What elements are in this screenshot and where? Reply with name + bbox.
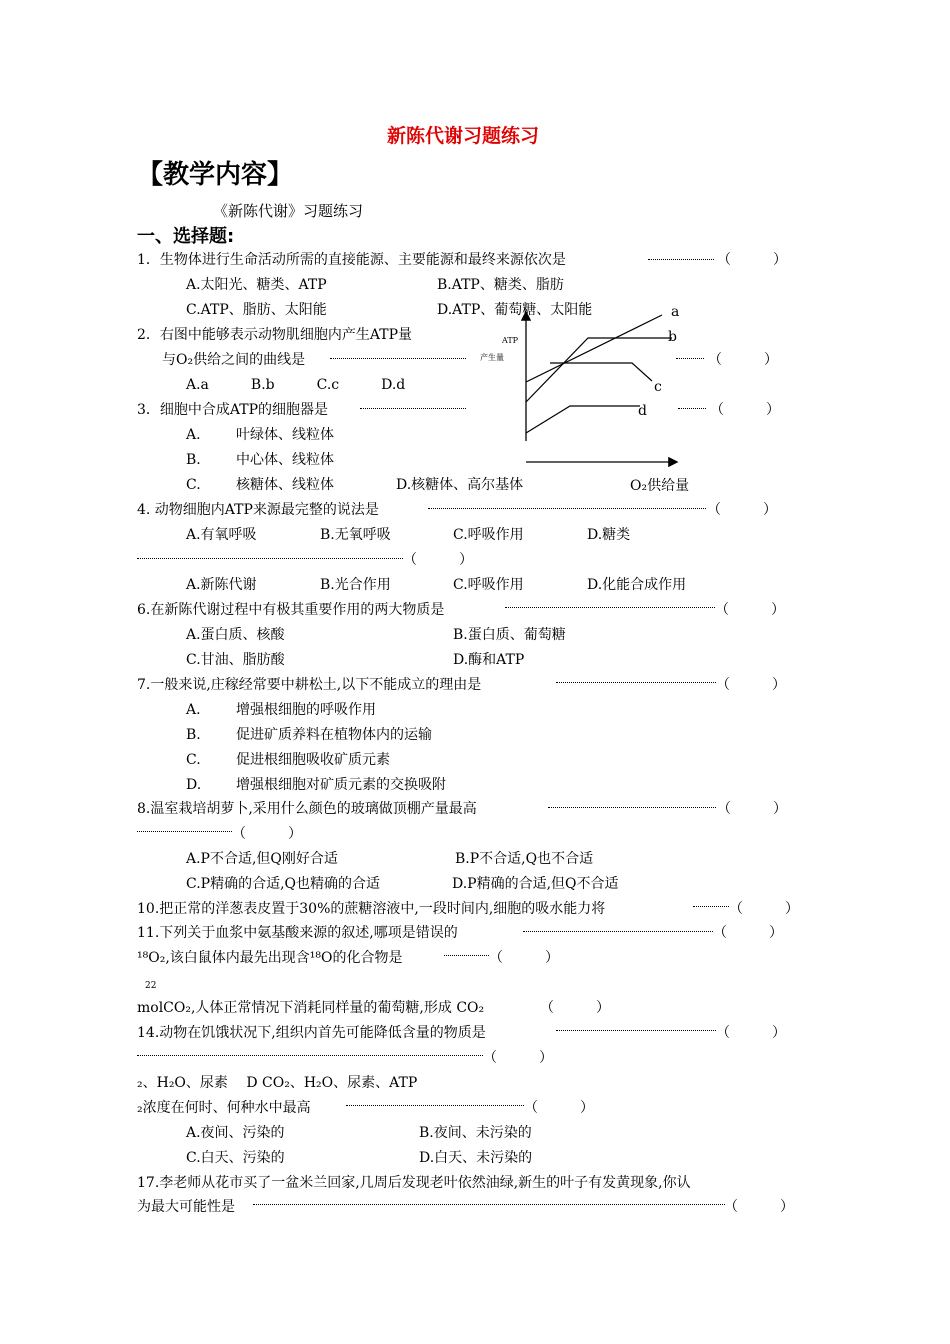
option-d: D.核糖体、高尔基体 bbox=[396, 477, 524, 493]
curve-d-label: d bbox=[638, 403, 647, 419]
option-d-letter: D. bbox=[186, 777, 202, 793]
dotted-leader bbox=[253, 1204, 725, 1205]
question-11: 11.下列关于血浆中氨基酸来源的叙述,哪项是错误的 bbox=[137, 925, 458, 941]
dotted-leader bbox=[556, 682, 716, 683]
dotted-leader bbox=[556, 1030, 716, 1031]
dotted-leader bbox=[330, 358, 466, 359]
atp-o2-graph bbox=[480, 305, 690, 495]
option-b: B.ATP、糖类、脂肪 bbox=[437, 277, 564, 293]
curve-c-label: c bbox=[654, 379, 662, 395]
dotted-leader bbox=[444, 955, 489, 956]
option-a: A.太阳光、糖类、ATP bbox=[186, 277, 327, 293]
answer-bracket: （ ） bbox=[483, 1050, 553, 1066]
option-c: 核糖体、线粒体 bbox=[236, 477, 334, 493]
text-fragment: 22 bbox=[145, 981, 157, 991]
option-c: C.呼吸作用 bbox=[453, 527, 524, 543]
option-a-letter: A. bbox=[186, 702, 201, 718]
dotted-leader bbox=[360, 408, 466, 409]
option-a: 增强根细胞的呼吸作用 bbox=[236, 702, 376, 718]
option-d: D.酶和ATP bbox=[453, 652, 525, 668]
answer-bracket: （ ） bbox=[708, 352, 778, 368]
curve-a-label: a bbox=[671, 304, 680, 320]
answer-bracket: （ ） bbox=[717, 801, 787, 817]
answer-bracket: （ ） bbox=[729, 901, 799, 917]
question-15-options: ₂、H₂O、尿素 D CO₂、H₂O、尿素、ATP bbox=[137, 1075, 418, 1091]
dotted-leader bbox=[523, 931, 713, 932]
answer-bracket: （ ） bbox=[540, 1000, 610, 1016]
option-d: D.P精确的合适,但Q不合适 bbox=[452, 876, 619, 892]
option-c: C.ATP、脂肪、太阳能 bbox=[186, 302, 327, 318]
curve-d bbox=[526, 406, 640, 433]
option-a: A.P不合适,但Q刚好合适 bbox=[186, 851, 338, 867]
option-b: 中心体、线粒体 bbox=[236, 452, 334, 468]
option-b: B.光合作用 bbox=[320, 577, 391, 593]
dotted-leader bbox=[137, 1055, 483, 1056]
answer-bracket: （ ） bbox=[524, 1100, 594, 1116]
x-axis-label: O₂供给量 bbox=[630, 478, 690, 494]
option-c-letter: C. bbox=[186, 752, 201, 768]
option-c: C.呼吸作用 bbox=[453, 577, 524, 593]
question-17-line2: 为最大可能性是 bbox=[137, 1199, 235, 1215]
answer-bracket: （ ） bbox=[403, 552, 473, 568]
option-b: B.蛋白质、葡萄糖 bbox=[453, 627, 566, 643]
dotted-leader bbox=[505, 607, 715, 608]
subtitle: 《新陈代谢》习题练习 bbox=[213, 202, 364, 220]
question-3: 3．细胞中合成ATP的细胞器是 bbox=[137, 402, 329, 418]
option-c: 促进根细胞吸收矿质元素 bbox=[236, 752, 390, 768]
option-a: A.新陈代谢 bbox=[186, 577, 257, 593]
option-a: A.有氧呼吸 bbox=[186, 527, 257, 543]
dotted-leader bbox=[428, 508, 706, 509]
answer-bracket: （ ） bbox=[489, 950, 559, 966]
curve-c bbox=[550, 363, 652, 381]
question-14: 14.动物在饥饿状况下,组织内首先可能降低含量的物质是 bbox=[137, 1025, 486, 1041]
question-7: 7.一般来说,庄稼经常要中耕松土,以下不能成立的理由是 bbox=[137, 677, 482, 693]
answer-bracket: （ ） bbox=[724, 1199, 794, 1215]
answer-bracket: （ ） bbox=[707, 502, 777, 518]
dotted-leader bbox=[137, 831, 232, 832]
question-10: 10.把正常的洋葱表皮置于30%的蔗糖溶液中,一段时间内,细胞的吸水能力将 bbox=[137, 901, 606, 917]
question-2-options: A.a B.b C.c D.d bbox=[186, 377, 406, 393]
option-b: B.夜间、未污染的 bbox=[419, 1125, 532, 1141]
answer-bracket: （ ） bbox=[715, 602, 785, 618]
question-8: 8.温室栽培胡萝卜,采用什么颜色的玻璃做顶棚产量最高 bbox=[137, 801, 477, 817]
option-a: A.蛋白质、核酸 bbox=[186, 627, 285, 643]
question-13: molCO₂,人体正常情况下消耗同样量的葡萄糖,形成 CO₂ bbox=[137, 1000, 485, 1016]
dotted-leader bbox=[648, 259, 714, 260]
question-12: ¹⁸O₂,该白鼠体内最先出现含¹⁸O的化合物是 bbox=[137, 950, 403, 966]
option-c: C.甘油、脂肪酸 bbox=[186, 652, 285, 668]
option-a: 叶绿体、线粒体 bbox=[236, 427, 334, 443]
answer-bracket: （ ） bbox=[710, 402, 780, 418]
y-axis-label: 产生量 bbox=[480, 353, 504, 362]
answer-bracket: （ ） bbox=[713, 925, 783, 941]
question-4: 4. 动物细胞内ATP来源最完整的说法是 bbox=[137, 502, 379, 518]
option-b-letter: B. bbox=[186, 452, 201, 468]
question-16: ₂浓度在何时、何种水中最高 bbox=[137, 1100, 311, 1116]
question-2-line2: 与O₂供给之间的曲线是 bbox=[162, 352, 306, 368]
y-axis-label: ATP bbox=[502, 336, 519, 345]
answer-bracket: （ ） bbox=[716, 1025, 786, 1041]
answer-bracket: （ ） bbox=[232, 826, 302, 842]
dotted-leader bbox=[346, 1105, 524, 1106]
dotted-leader bbox=[693, 906, 729, 907]
option-b: B.P不合适,Q也不合适 bbox=[455, 851, 594, 867]
option-a: A.夜间、污染的 bbox=[186, 1125, 285, 1141]
page-title: 新陈代谢习题练习 bbox=[387, 125, 540, 147]
question-2-line1: 2．右图中能够表示动物肌细胞内产生ATP量 bbox=[137, 327, 413, 343]
question-1: 1．生物体进行生命活动所需的直接能源、主要能源和最终来源依次是 bbox=[137, 252, 566, 268]
option-d: D.白天、未污染的 bbox=[419, 1150, 533, 1166]
option-d: D.ATP、葡萄糖、太阳能 bbox=[437, 302, 593, 318]
section-heading: 【教学内容】 bbox=[137, 160, 294, 190]
dotted-leader bbox=[137, 558, 403, 559]
question-17-line1: 17.李老师从花市买了一盆米兰回家,几周后发现老叶依然油绿,新生的叶子有发黄现象,你认 bbox=[137, 1175, 691, 1191]
section-choice-title: 一、选择题: bbox=[137, 226, 235, 247]
answer-bracket: （ ） bbox=[716, 677, 786, 693]
option-c: C.P精确的合适,Q也精确的合适 bbox=[186, 876, 381, 892]
answer-bracket: （ ） bbox=[717, 252, 787, 268]
curve-b-label: b bbox=[668, 329, 677, 345]
question-6: 6.在新陈代谢过程中有极其重要作用的两大物质是 bbox=[137, 602, 445, 618]
option-c-letter: C. bbox=[186, 477, 201, 493]
option-d: D.糖类 bbox=[587, 527, 631, 543]
option-b: B.无氧呼吸 bbox=[320, 527, 391, 543]
dotted-leader bbox=[548, 807, 716, 808]
option-d: D.化能合成作用 bbox=[587, 577, 687, 593]
option-a-letter: A. bbox=[186, 427, 201, 443]
curve-b bbox=[526, 338, 672, 402]
option-b-letter: B. bbox=[186, 727, 201, 743]
option-d: 增强根细胞对矿质元素的交换吸附 bbox=[236, 777, 446, 793]
option-b: 促进矿质养料在植物体内的运输 bbox=[236, 727, 432, 743]
option-c: C.白天、污染的 bbox=[186, 1150, 285, 1166]
